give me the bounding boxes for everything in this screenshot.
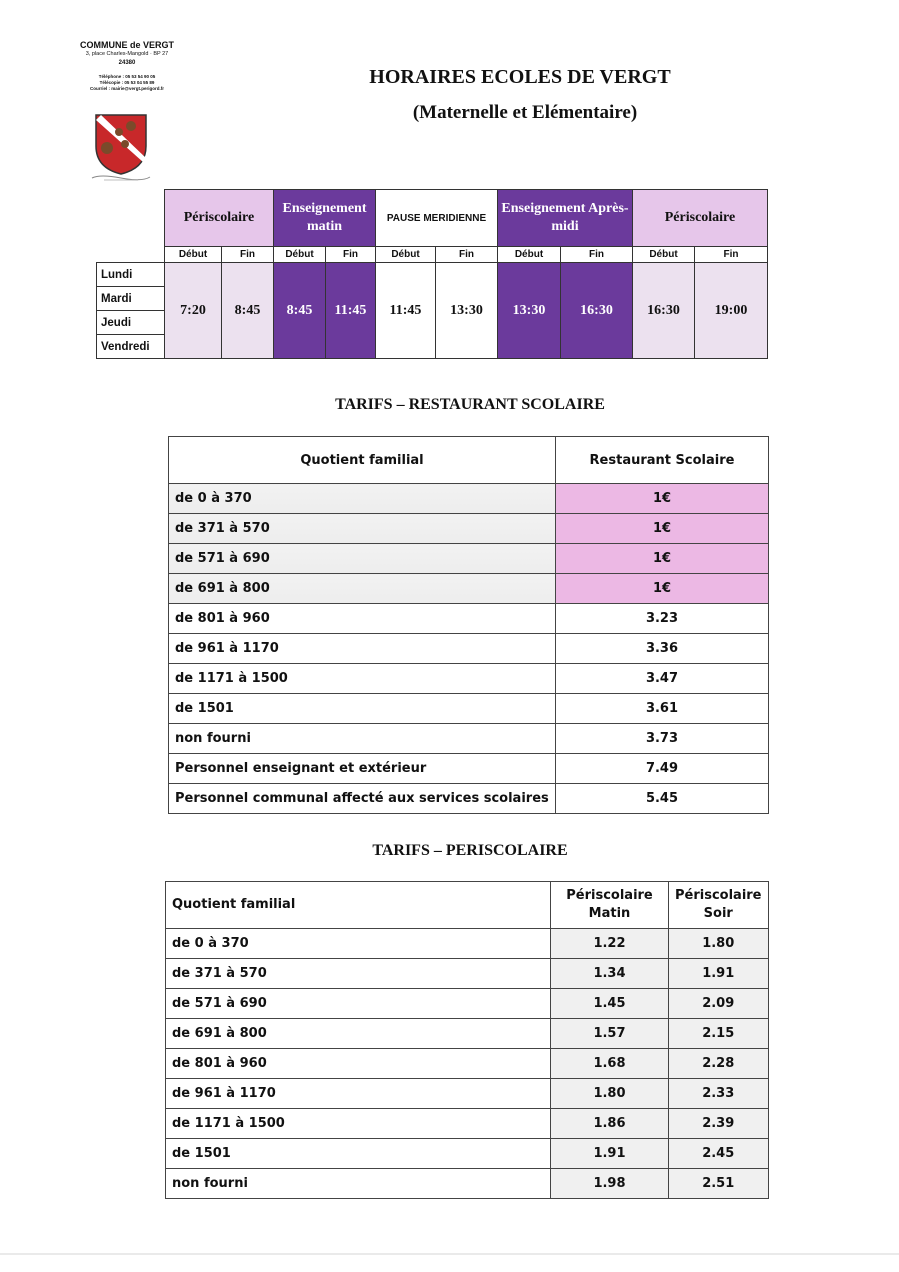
table-row bbox=[169, 694, 769, 724]
schedule-day: Mardi bbox=[97, 287, 165, 311]
table-row bbox=[166, 1169, 769, 1199]
restaurant-heading: TARIFS – RESTAURANT SCOLAIRE bbox=[335, 396, 605, 413]
schedule-sub-label: Fin bbox=[326, 247, 376, 263]
schedule-time: 19:00 bbox=[695, 263, 768, 359]
row-value: 1€ bbox=[556, 574, 769, 604]
coat-of-arms-icon bbox=[93, 112, 149, 176]
table-row bbox=[169, 574, 769, 604]
schedule-corner-sub bbox=[97, 247, 165, 263]
row-matin: 1.57 bbox=[551, 1019, 669, 1049]
restaurant-table bbox=[168, 436, 769, 814]
row-label: de 0 à 370 bbox=[169, 484, 556, 514]
row-label: de 691 à 800 bbox=[166, 1019, 551, 1049]
schedule-time: 16:30 bbox=[561, 263, 633, 359]
table-row bbox=[166, 1049, 769, 1079]
table-row bbox=[166, 929, 769, 959]
table-row bbox=[166, 1019, 769, 1049]
row-label: Personnel enseignant et extérieur bbox=[169, 754, 556, 784]
schedule-day: Lundi bbox=[97, 263, 165, 287]
commune-courriel: Courriel : mairie@vergt.perigord.fr bbox=[90, 86, 164, 91]
row-soir: 2.09 bbox=[669, 989, 769, 1019]
scan-edge-line bbox=[0, 1253, 899, 1255]
periscolaire-col-matin: Périscolaire Matin bbox=[551, 882, 669, 929]
schedule-day: Jeudi bbox=[97, 311, 165, 335]
row-value: 7.49 bbox=[556, 754, 769, 784]
row-value: 5.45 bbox=[556, 784, 769, 814]
schedule-time: 16:30 bbox=[633, 263, 695, 359]
row-label: de 371 à 570 bbox=[169, 514, 556, 544]
commune-telecopie: Télécopie : 05 53 04 55 89 bbox=[99, 80, 155, 85]
periscolaire-table bbox=[165, 881, 769, 1199]
row-soir: 1.91 bbox=[669, 959, 769, 989]
table-row bbox=[169, 604, 769, 634]
row-label: de 1501 bbox=[166, 1139, 551, 1169]
row-matin: 1.98 bbox=[551, 1169, 669, 1199]
schedule-corner bbox=[97, 190, 165, 247]
schedule-time: 11:45 bbox=[376, 263, 436, 359]
row-soir: 2.45 bbox=[669, 1139, 769, 1169]
schedule-sub-label: Fin bbox=[222, 247, 274, 263]
restaurant-col-restaurant: Restaurant Scolaire bbox=[556, 437, 769, 484]
row-soir: 2.33 bbox=[669, 1079, 769, 1109]
schedule-group-periscolaire-evening: Périscolaire bbox=[633, 190, 768, 247]
schedule-time: 13:30 bbox=[498, 263, 561, 359]
schedule-group-periscolaire-morning: Périscolaire bbox=[165, 190, 274, 247]
row-label: de 571 à 690 bbox=[169, 544, 556, 574]
schedule-sub-label: Début bbox=[498, 247, 561, 263]
row-matin: 1.45 bbox=[551, 989, 669, 1019]
motto-scroll-icon bbox=[90, 172, 152, 184]
table-row bbox=[169, 664, 769, 694]
row-label: de 371 à 570 bbox=[166, 959, 551, 989]
row-label: de 961 à 1170 bbox=[166, 1079, 551, 1109]
commune-address: 3, place Charles-Mangold · BP 27 bbox=[85, 51, 169, 57]
table-row bbox=[169, 724, 769, 754]
row-soir: 2.39 bbox=[669, 1109, 769, 1139]
row-label: de 801 à 960 bbox=[169, 604, 556, 634]
table-row bbox=[166, 989, 769, 1019]
schedule-sub-label: Début bbox=[376, 247, 436, 263]
schedule-sub-label: Début bbox=[633, 247, 695, 263]
row-value: 1€ bbox=[556, 484, 769, 514]
table-row bbox=[166, 1109, 769, 1139]
row-label: non fourni bbox=[166, 1169, 551, 1199]
table-row bbox=[166, 1139, 769, 1169]
periscolaire-heading: TARIFS – PERISCOLAIRE bbox=[372, 842, 568, 859]
schedule-group-pause-meridienne: PAUSE MERIDIENNE bbox=[376, 190, 498, 247]
periscolaire-col-quotient: Quotient familial bbox=[166, 882, 551, 929]
page-subtitle: (Maternelle et Elémentaire) bbox=[412, 102, 638, 123]
row-label: de 1171 à 1500 bbox=[166, 1109, 551, 1139]
row-soir: 2.51 bbox=[669, 1169, 769, 1199]
commune-telephone: Téléphone : 05 53 54 90 05 bbox=[98, 74, 156, 79]
table-row bbox=[169, 514, 769, 544]
row-soir: 2.28 bbox=[669, 1049, 769, 1079]
row-value: 3.36 bbox=[556, 634, 769, 664]
row-label: de 1501 bbox=[169, 694, 556, 724]
row-matin: 1.68 bbox=[551, 1049, 669, 1079]
schedule-group-enseignement-matin: Enseignement matin bbox=[274, 190, 376, 247]
commune-info bbox=[72, 40, 182, 92]
row-soir: 1.80 bbox=[669, 929, 769, 959]
row-matin: 1.80 bbox=[551, 1079, 669, 1109]
table-row bbox=[166, 959, 769, 989]
row-soir: 2.15 bbox=[669, 1019, 769, 1049]
schedule-time: 13:30 bbox=[436, 263, 498, 359]
row-label: de 0 à 370 bbox=[166, 929, 551, 959]
commune-postcode: 24380 bbox=[118, 60, 136, 66]
commune-name: COMMUNE de VERGT bbox=[79, 40, 174, 50]
schedule-time: 7:20 bbox=[165, 263, 222, 359]
schedule-time: 8:45 bbox=[274, 263, 326, 359]
schedule-sub-label: Fin bbox=[436, 247, 498, 263]
row-label: non fourni bbox=[169, 724, 556, 754]
row-matin: 1.34 bbox=[551, 959, 669, 989]
row-label: de 961 à 1170 bbox=[169, 634, 556, 664]
row-matin: 1.22 bbox=[551, 929, 669, 959]
table-row bbox=[166, 1079, 769, 1109]
schedule-sub-label: Début bbox=[274, 247, 326, 263]
schedule-table bbox=[96, 189, 768, 359]
schedule-sub-label: Fin bbox=[695, 247, 768, 263]
periscolaire-col-soir: Périscolaire Soir bbox=[669, 882, 769, 929]
row-label: Personnel communal affecté aux services scolaires bbox=[169, 784, 556, 814]
table-row bbox=[169, 484, 769, 514]
row-value: 1€ bbox=[556, 544, 769, 574]
row-value: 3.73 bbox=[556, 724, 769, 754]
schedule-time: 11:45 bbox=[326, 263, 376, 359]
schedule-day: Vendredi bbox=[97, 335, 165, 359]
row-value: 3.23 bbox=[556, 604, 769, 634]
row-label: de 571 à 690 bbox=[166, 989, 551, 1019]
row-label: de 1171 à 1500 bbox=[169, 664, 556, 694]
row-value: 3.47 bbox=[556, 664, 769, 694]
table-row bbox=[169, 784, 769, 814]
schedule-sub-label: Début bbox=[165, 247, 222, 263]
restaurant-col-quotient: Quotient familial bbox=[169, 437, 556, 484]
row-value: 3.61 bbox=[556, 694, 769, 724]
row-label: de 801 à 960 bbox=[166, 1049, 551, 1079]
page-title: HORAIRES ECOLES DE VERGT bbox=[369, 66, 671, 88]
table-row bbox=[169, 634, 769, 664]
schedule-time: 8:45 bbox=[222, 263, 274, 359]
row-matin: 1.86 bbox=[551, 1109, 669, 1139]
row-label: de 691 à 800 bbox=[169, 574, 556, 604]
row-value: 1€ bbox=[556, 514, 769, 544]
table-row bbox=[169, 544, 769, 574]
schedule-sub-label: Fin bbox=[561, 247, 633, 263]
row-matin: 1.91 bbox=[551, 1139, 669, 1169]
schedule-group-enseignement-apres-midi: Enseignement Après-midi bbox=[498, 190, 633, 247]
table-row bbox=[169, 754, 769, 784]
